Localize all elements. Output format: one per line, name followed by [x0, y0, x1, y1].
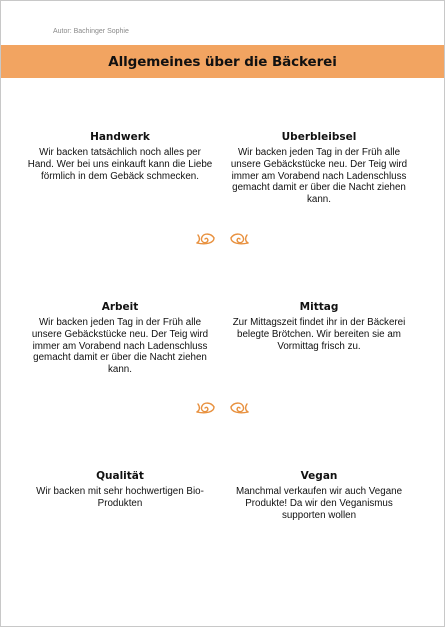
- section-mittag: [224, 301, 414, 352]
- section-heading: Arbeit: [101, 301, 139, 313]
- section-text: Zur Mittagszeit findet ihr in der Bäckerei belegte Brötchen. Wir bereiten sie am Vormittag frisch zu.: [232, 317, 406, 352]
- section-heading: Mittag: [299, 301, 339, 313]
- section-arbeit: [25, 301, 215, 376]
- section-text: Wir backen tatsächlich noch alles per Hand. Wer bei uns einkauft kann die Liebe förmlich in dem Gebäck schmecken.: [27, 147, 213, 182]
- swirl-ornament-icon: [1, 230, 444, 248]
- section-heading: Qualität: [96, 470, 144, 482]
- section-text: Wir backen mit sehr hochwertigen Bio-Produkten: [36, 486, 204, 509]
- title-banner: [1, 45, 444, 78]
- section-text: Wir backen jeden Tag in der Früh alle unsere Gebäckstücke neu. Der Teig wird immer am Vorabend nach Ladenschluss gemacht damit er über die Nacht ziehen kann.: [31, 317, 209, 376]
- section-qualitaet: [25, 470, 215, 510]
- section-vegan: [224, 470, 414, 521]
- section-heading: Vegan: [300, 470, 338, 482]
- section-handwerk: [25, 131, 215, 182]
- section-heading: Uberbleibsel: [281, 131, 357, 143]
- section-uberbleibsel: [224, 131, 414, 206]
- author-line: Autor: Bachinger Sophie: [53, 28, 129, 35]
- section-text: Wir backen jeden Tag in der Früh alle unsere Gebäckstücke neu. Der Teig wird immer am Vorabend nach Ladenschluss gemacht damit er über die Nacht ziehen kann.: [230, 147, 408, 206]
- section-text: Manchmal verkaufen wir auch Vegane Produkte! Da wir den Veganismus supporten wollen: [235, 486, 403, 521]
- swirl-ornament-icon: [1, 399, 444, 417]
- section-heading: Handwerk: [90, 131, 150, 143]
- page-title: Allgemeines über die Bäckerei: [108, 53, 337, 70]
